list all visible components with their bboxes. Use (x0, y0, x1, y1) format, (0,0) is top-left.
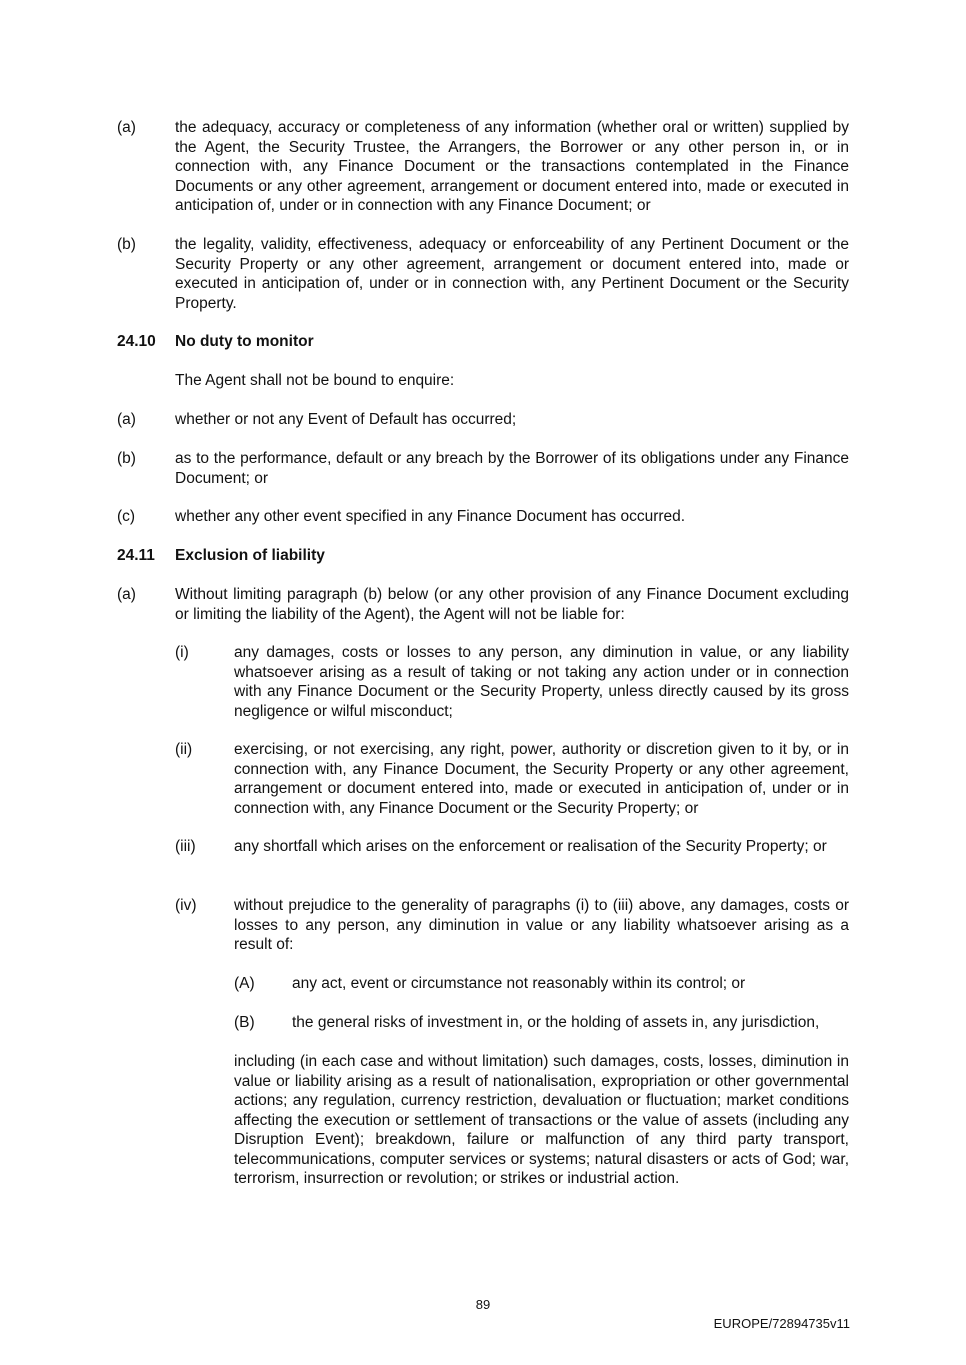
subitem-label: (iii) (175, 838, 196, 855)
subsubitem-label: (B) (234, 1014, 255, 1031)
subitem-text: without prejudice to the generality of paragraphs (i) to (iii) above, any damages, costs or losses to any person, any diminution in value or any liability whatsoever arising as a result of: (234, 897, 849, 953)
item-text: as to the performance, default or any breach by the Borrower of its obligations under any Finance Document; or (175, 450, 849, 487)
page-number: 89 (475, 1297, 491, 1312)
closing-paragraph: including (in each case and without limitation) such damages, costs, losses, diminution in value or liability arising as a result of nationalisation, expropriation or other governmental actions; any regulation, currency restriction, devaluation or fluctuation; market conditions affecting the execution or settlement of transactions or the value of assets (including any Disruption Event); breakdown, failure or malfunction of any third party transport, telecommunications, computer services or systems; natural disasters or acts of God; war, terrorism, insurrection or revolution; or strikes or industrial action. (234, 1053, 849, 1187)
subsubitem-label: (A) (234, 975, 255, 992)
section-number: 24.10 (117, 333, 156, 350)
section-intro: The Agent shall not be bound to enquire: (175, 372, 455, 389)
subitem-label: (i) (175, 644, 189, 661)
item-text: the adequacy, accuracy or completeness of any information (whether oral or written) supplied by the Agent, the Security Trustee, the Arrangers, the Borrower or any other person in, or in connection with, any Finance Document or the transactions contemplated in the Finance Documents or any other agreement, arrangement or document entered into, made or executed in anticipation of, under or in connection with any Finance Document; or (175, 119, 849, 214)
item-text: whether or not any Event of Default has occurred; (175, 411, 517, 428)
subitem-text: any damages, costs or losses to any person, any diminution in value, or any liability whatsoever arising as a result of taking or not taking any action under or in connection with any Finance Document or the Security Property, unless directly caused by its gross negligence or wilful misconduct; (234, 644, 849, 720)
subitem-label: (iv) (175, 897, 197, 914)
item-label: (b) (117, 450, 136, 467)
section-number: 24.11 (117, 547, 155, 564)
document-reference: EUROPE/72894735v11 (713, 1316, 850, 1331)
item-label: (b) (117, 236, 136, 253)
subsubitem-text: any act, event or circumstance not reasonably within its control; or (292, 975, 746, 992)
subsubitem-text: the general risks of investment in, or the holding of assets in, any jurisdiction, (292, 1014, 820, 1031)
item-label: (a) (117, 119, 136, 136)
subitem-text: exercising, or not exercising, any right, power, authority or discretion given to it by, or in connection with, any Finance Document, the Security Property or any other agreement, arrangement or document entered into, made or executed in anticipation of, under or in connection with, any Finance Document or the Security Property; or (234, 741, 849, 817)
section-title: No duty to monitor (175, 333, 314, 350)
item-label: (a) (117, 586, 136, 603)
item-text: whether any other event specified in any Finance Document has occurred. (175, 508, 686, 525)
section-title: Exclusion of liability (175, 547, 325, 564)
item-label: (a) (117, 411, 136, 428)
item-text: the legality, validity, effectiveness, adequacy or enforceability of any Pertinent Document or the Security Property or any other agreement, arrangement or document entered into, made or executed in anticipation of, under or in connection with, any Pertinent Document or the Security Property. (175, 236, 849, 312)
item-text: Without limiting paragraph (b) below (or any other provision of any Finance Document excluding or limiting the liability of the Agent), the Agent will not be liable for: (175, 586, 849, 623)
subitem-label: (ii) (175, 741, 193, 758)
subitem-text: any shortfall which arises on the enforcement or realisation of the Security Property; or (234, 838, 827, 855)
item-label: (c) (117, 508, 136, 525)
